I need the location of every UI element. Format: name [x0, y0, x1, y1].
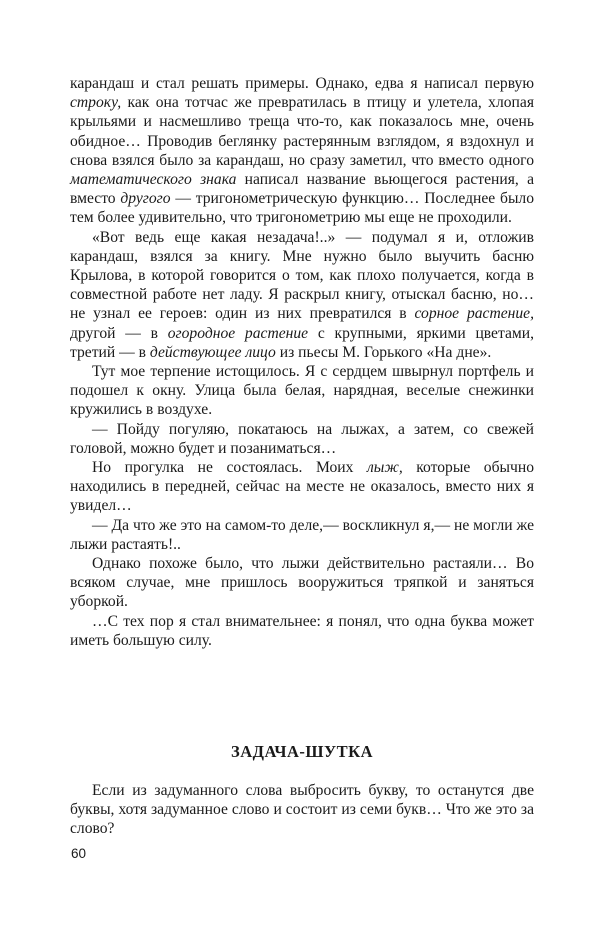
riddle-block [70, 781, 534, 839]
text-run: «Вот ведь еще какая незадача!..» — подумал я и, отложив карандаш, взялся за книгу. Мне нужно было выучить басню Крылова, в которой говорится о том, как плохо получается, когда в совместной работе нет ладу. Я раскрыл книгу, отыскал басню, но… не узнал ее героев: один из них превратился в [70, 228, 534, 323]
text-run: …С тех пор я стал внимательнее: я понял, что одна буква может иметь большую силу. [70, 612, 534, 649]
italic-phrase: другого [120, 190, 171, 208]
story-paragraph [70, 228, 534, 362]
text-run: Тут мое терпение истощилось. Я с сердцем швырнул портфель и подошел к окну. Улица была белая, нарядная, веселые снежинки кружились в воздухе. [70, 363, 534, 419]
italic-phrase: математического знака [70, 171, 237, 189]
text-run: как она тотчас же превратилась в птицу и улетела, хлопая крыльями и насмешливо треща что-то, как показалось мне, очень обидное… Проводив беглянку растерянным взглядом, я вздохнул и снова взялся было за карандаш, но сразу заметил, что вместо одного [70, 94, 534, 169]
italic-phrase: лыж, [366, 459, 403, 477]
text-run: Однако похоже было, что лыжи действительно растаяли… Во всяком случае, мне пришлось вооружиться тряпкой и заняться уборкой. [70, 555, 534, 611]
page-content [70, 74, 535, 838]
text-run: другой — в [70, 324, 168, 342]
text-run: которые обычно находились в передней, сейчас на месте не оказалось, вместо них я увидел… [70, 459, 534, 515]
text-run: из пьесы М. Горького «На дне». [275, 343, 492, 361]
text-run: Но прогулка не состоялась. Моих [92, 459, 367, 477]
italic-phrase: огородное растение [167, 324, 309, 342]
text-run: — Пойду погуляю, покатаюсь на лыжах, а затем, со свежей головой, можно будет и позаниматься… [70, 420, 534, 457]
text-run: — Да что же это на самом-то деле,— воскликнул я,— не могли же лыжи растаять!.. [70, 516, 534, 553]
riddle-text: Если из задуманного слова выбросить букву, то останутся две буквы, хотя задуманное слово и состоит из семи букв… Что же это за слово? [70, 782, 534, 838]
page-number: 60 [71, 846, 87, 861]
story-paragraph [70, 74, 534, 228]
text-run: карандаш и стал решать примеры. Однако, едва я написал первую [70, 75, 534, 92]
story-paragraph [70, 516, 534, 554]
story-text [70, 74, 534, 650]
italic-phrase: сорное растение, [414, 305, 534, 323]
story-paragraph [70, 458, 534, 516]
story-paragraph [70, 362, 534, 420]
text-run: написал название вьющегося растения, а вместо [70, 171, 534, 208]
italic-phrase: действующее лицо [149, 343, 276, 361]
text-run: — тригонометрическую функцию… Последнее было тем более удивительно, что тригонометрию мы еще не проходили. [70, 190, 535, 227]
story-paragraph [70, 420, 534, 458]
riddle-title: ЗАДАЧА-ШУТКА [230, 742, 374, 761]
text-run: с крупными, яркими цветами, третий — в [70, 324, 535, 361]
story-paragraph [70, 612, 534, 650]
italic-phrase: строку, [70, 94, 122, 112]
story-paragraph [70, 554, 534, 612]
